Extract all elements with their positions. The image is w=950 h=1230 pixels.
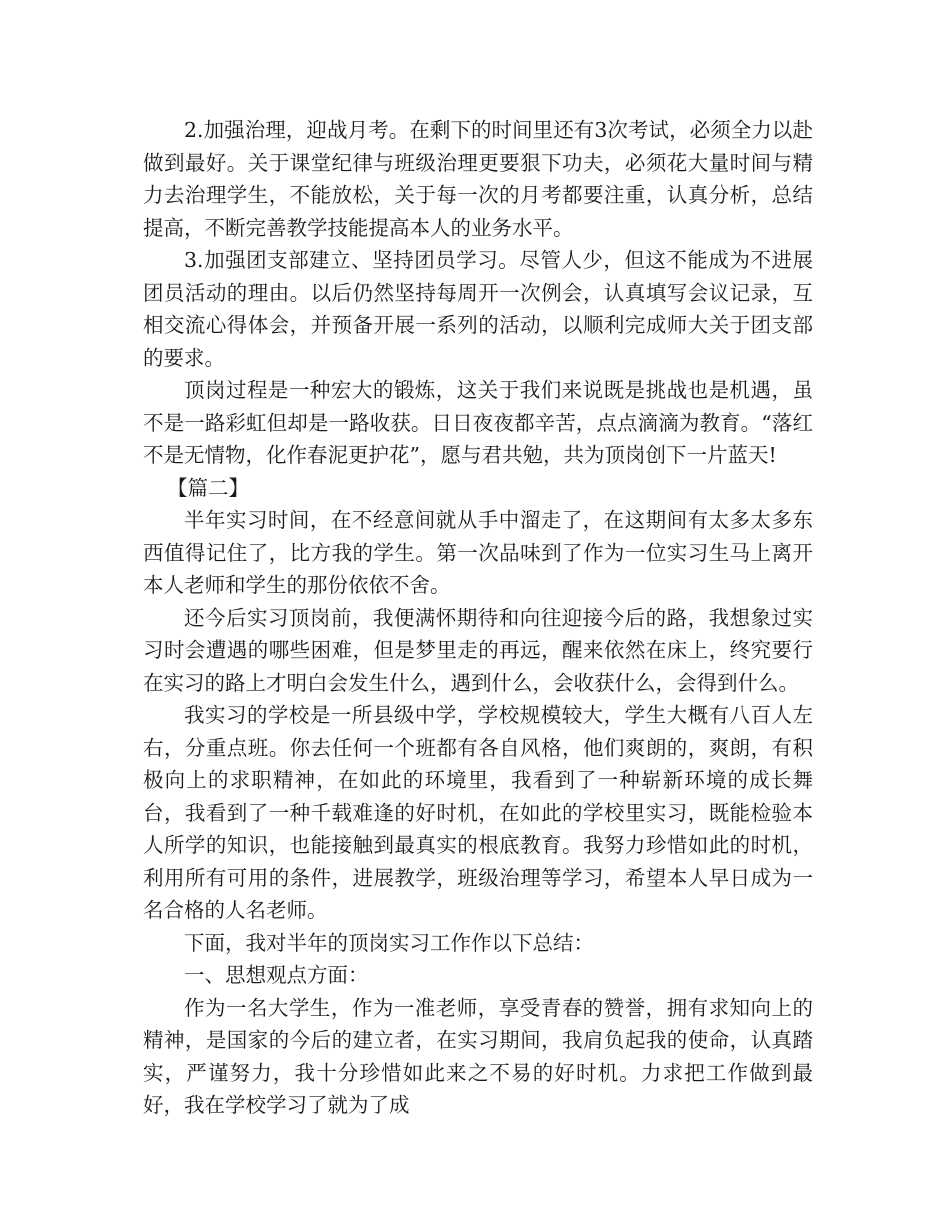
paragraph-intro: 半年实习时间，在不经意间就从手中溜走了，在这期间有太多太多东西值得记住了，比方我的学生。第一次品味到了作为一位实习生马上离开本人老师和学生的那份依依不舍。 — [143, 508, 813, 597]
paragraph-item-2: 2.加强治理，迎战月考。在剩下的时间里还有3次考试，必须全力以赴做到最好。关于课堂纪律与班级治理更要狠下功夫，必须花大量时间与精力去治理学生，不能放松，关于每一次的月考都要注重，认真分析，总结提高，不断完善教学技能提高本人的业务水平。 — [143, 118, 813, 240]
paragraph-item-3: 3.加强团支部建立、坚持团员学习。尽管人少，但这不能成为不进展团员活动的理由。以后仍然坚持每周开一次例会，认真填写会议记录，互相交流心得体会，并预备开展一系列的活动，以顺利完成师大关于团支部的要求。 — [143, 248, 813, 370]
section-heading: 【篇二】 — [167, 475, 249, 500]
paragraph-thoughts: 作为一名大学生，作为一准老师，享受青春的赞誉，拥有求知向上的精神，是国家的今后的建立者，在实习期间，我肩负起我的使命，认真踏实，严谨努力，我十分珍惜如此来之不易的好时机。力求把工作做到最好，我在学校学习了就为了成 — [143, 995, 813, 1117]
subsection-heading: 一、思想观点方面： — [184, 963, 369, 987]
paragraph-summary-lead: 下面，我对半年的顶岗实习工作作以下总结： — [184, 930, 594, 955]
paragraph-school: 我实习的学校是一所县级中学，学校规模较大，学生大概有八百人左右，分重点班。你去任何一个班都有各自风格，他们爽朗的，爽朗，有积极向上的求职精神，在如此的环境里，我看到了一种崭新环境的成长舞台，我看到了一种千载难逢的好时机，在如此的学校里实习，既能检验本人所学的知识，也能接触到最真实的根底教育。我努力珍惜如此的时机，利用所有可用的条件，进展教学，班级治理等学习，希望本人早日成为一名合格的人名老师。 — [143, 703, 813, 922]
paragraph-summary: 顶岗过程是一种宏大的锻炼，这关于我们来说既是挑战也是机遇，虽不是一路彩虹但却是一路收获。日日夜夜都辛苦，点点滴滴为教育。“落红不是无情物，化作春泥更护花”，愿与君共勉，共为顶岗创下一片蓝天! — [143, 378, 813, 467]
document-body — [143, 114, 813, 1122]
paragraph-before-internship: 还今后实习顶岗前，我便满怀期待和向往迎接今后的路，我想象过实习时会遭遇的哪些困难，但是梦里走的再远，醒来依然在床上，终究要行在实习的路上才明白会发生什么，遇到什么，会收获什么，会得到什么。 — [143, 605, 813, 695]
